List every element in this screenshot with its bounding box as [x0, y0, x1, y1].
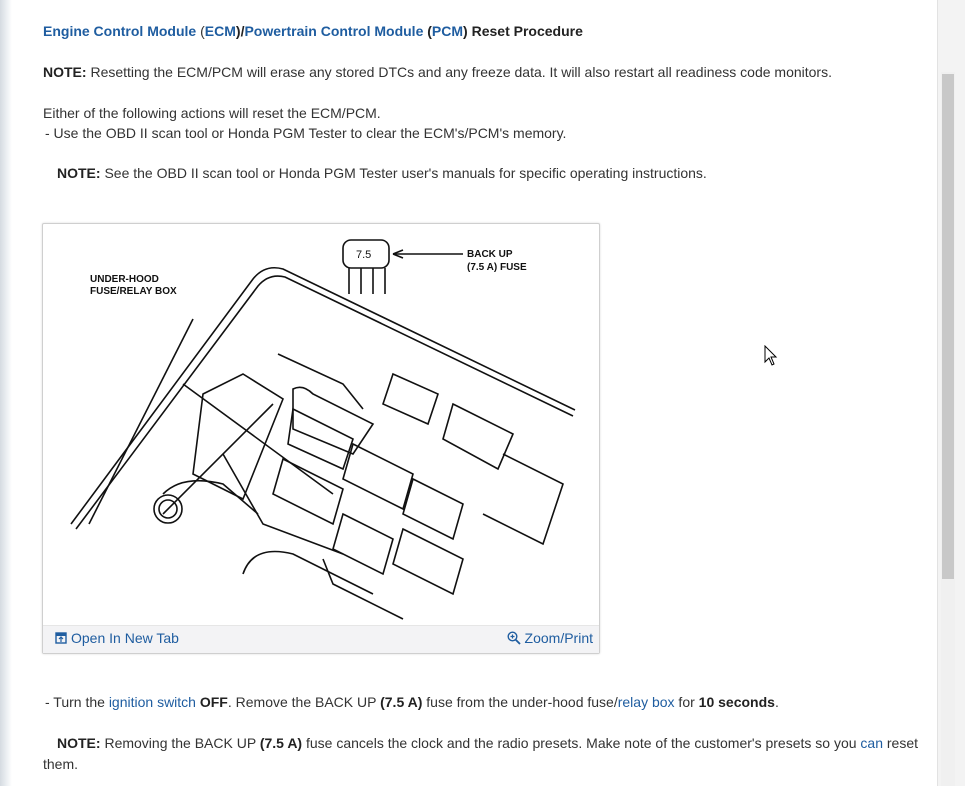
intro-text: Either of the following actions will reset the ECM/PCM.: [43, 105, 381, 121]
figure-toolbar: [43, 625, 599, 653]
ecm-abbr-link[interactable]: ECM: [204, 23, 236, 39]
open-in-new-tab-button[interactable]: Open In New Tab: [55, 630, 179, 646]
note-scan-tool: NOTE: See the OBD II scan tool or Honda PGM Tester user's manuals for specific operating instructions.: [57, 165, 707, 181]
label-fuse-box-line2: FUSE/RELAY BOX: [90, 286, 177, 297]
zoom-print-button[interactable]: Zoom/Print: [507, 630, 593, 646]
label-fuse-box-line1: UNDER-HOOD: [90, 274, 159, 285]
scrollbar-thumb[interactable]: [942, 74, 954, 579]
fuse-marking: 7.5: [356, 249, 372, 261]
mouse-cursor-icon: [764, 345, 778, 367]
fuse-box-figure: [42, 223, 600, 654]
fuse-box-diagram: [43, 224, 599, 624]
page-title: Engine Control Module (ECM)/Powertrain Control Module (PCM) Reset Procedure: [43, 23, 583, 39]
step-remove-fuse: - Turn the ignition switch OFF. Remove the BACK UP (7.5 A) fuse from the under-hood fuse/relay box for 10 seconds.: [45, 694, 779, 710]
note-reset-warning: NOTE: Resetting the ECM/PCM will erase any stored DTCs and any freeze data. It will also restart all readiness code monitors.: [43, 64, 832, 80]
note-radio-presets: NOTE: Removing the BACK UP (7.5 A) fuse cancels the clock and the radio presets. Make note of the customer's presets so you can reset: [57, 735, 919, 751]
note-radio-presets-continued: them.: [43, 756, 79, 772]
label-backup-line2: (7.5 A) FUSE: [467, 262, 527, 273]
ecm-link[interactable]: Engine Control Module: [43, 23, 197, 39]
ignition-switch-link[interactable]: ignition switch: [108, 694, 196, 710]
relay-box-link[interactable]: relay box: [617, 694, 675, 710]
new-tab-icon: [55, 632, 67, 644]
label-backup-line1: BACK UP: [467, 249, 513, 260]
step-scan-tool: - Use the OBD II scan tool or Honda PGM Tester to clear the ECM's/PCM's memory.: [45, 125, 567, 141]
pcm-link[interactable]: Powertrain Control Module: [244, 23, 424, 39]
can-link[interactable]: can: [860, 735, 883, 751]
window-left-edge: [0, 0, 12, 786]
zoom-icon: [507, 631, 521, 645]
pcm-abbr-link[interactable]: PCM: [431, 23, 464, 39]
